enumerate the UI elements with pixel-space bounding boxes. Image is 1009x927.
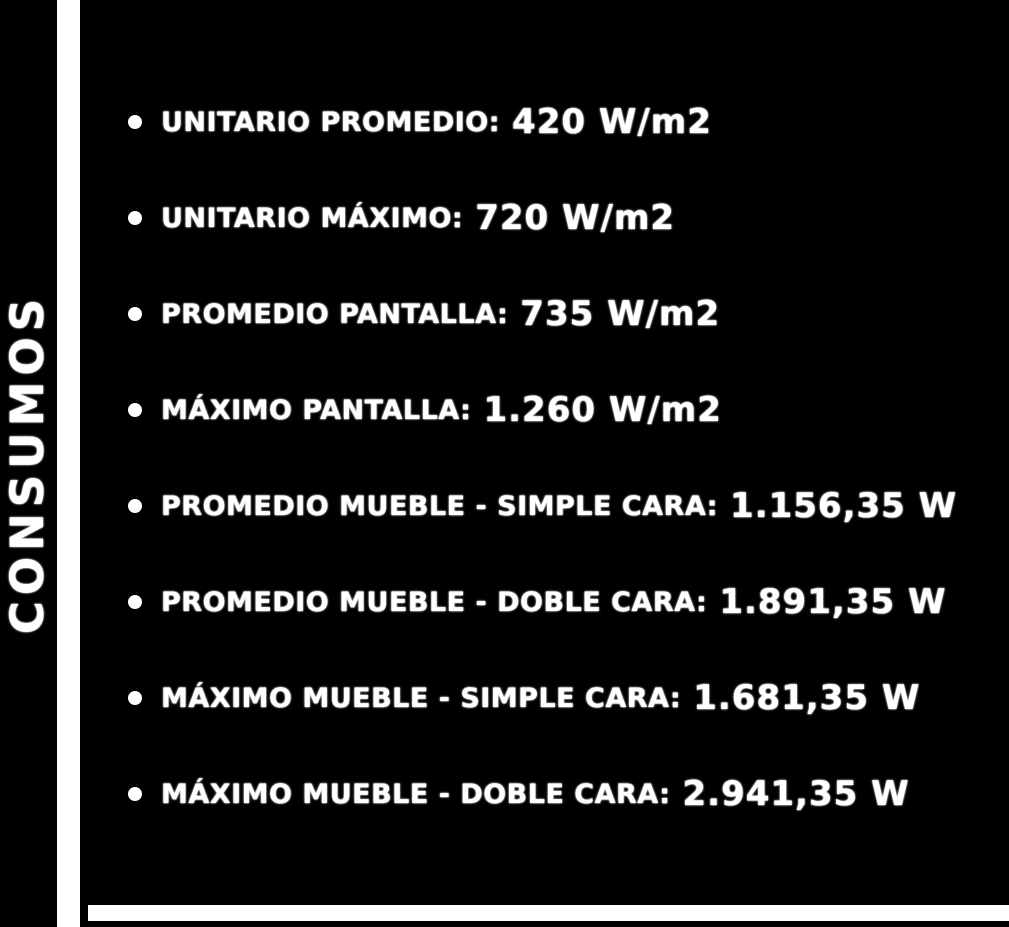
bullet-icon [128, 115, 142, 129]
bullet-icon [128, 595, 142, 609]
bullet-icon [128, 499, 142, 513]
bullet-icon [128, 403, 142, 417]
bullet-value: 720 W/m2 [475, 198, 676, 238]
bullet-icon [128, 211, 142, 225]
bottom-divider [88, 905, 1009, 921]
vertical-divider [57, 0, 80, 927]
bullet-value: 735 W/m2 [520, 294, 721, 334]
bullet-label: MÁXIMO PANTALLA: [161, 394, 472, 426]
bullet-label: MÁXIMO MUEBLE - DOBLE CARA: [161, 778, 671, 810]
list-item [128, 650, 999, 746]
bullet-label: PROMEDIO MUEBLE - SIMPLE CARA: [161, 490, 719, 522]
list-item [128, 746, 999, 842]
bullet-icon [128, 691, 142, 705]
bullet-label: UNITARIO PROMEDIO: [161, 106, 501, 138]
bullet-value: 1.156,35 W [730, 486, 958, 526]
list-item [128, 170, 999, 266]
bullet-value: 420 W/m2 [512, 102, 712, 142]
list-item [128, 266, 999, 362]
list-item [128, 362, 999, 458]
page-title: CONSUMOS [1, 292, 55, 635]
bullet-icon [128, 787, 142, 801]
bullet-icon [128, 307, 142, 321]
bullet-label: PROMEDIO MUEBLE - DOBLE CARA: [161, 586, 708, 618]
bullet-label: UNITARIO MÁXIMO: [161, 202, 464, 234]
list-item [128, 458, 999, 554]
list-item [128, 554, 999, 650]
bullet-value: 2.941,35 W [682, 774, 910, 814]
bullet-value: 1.260 W/m2 [483, 390, 722, 430]
bullet-value: 1.891,35 W [719, 582, 947, 622]
list-item [128, 74, 999, 170]
bullet-list [128, 74, 999, 842]
bullet-value: 1.681,35 W [693, 678, 921, 718]
side-title-container [0, 0, 56, 927]
bullet-label: MÁXIMO MUEBLE - SIMPLE CARA: [161, 682, 682, 714]
bullet-label: PROMEDIO PANTALLA: [161, 298, 509, 330]
